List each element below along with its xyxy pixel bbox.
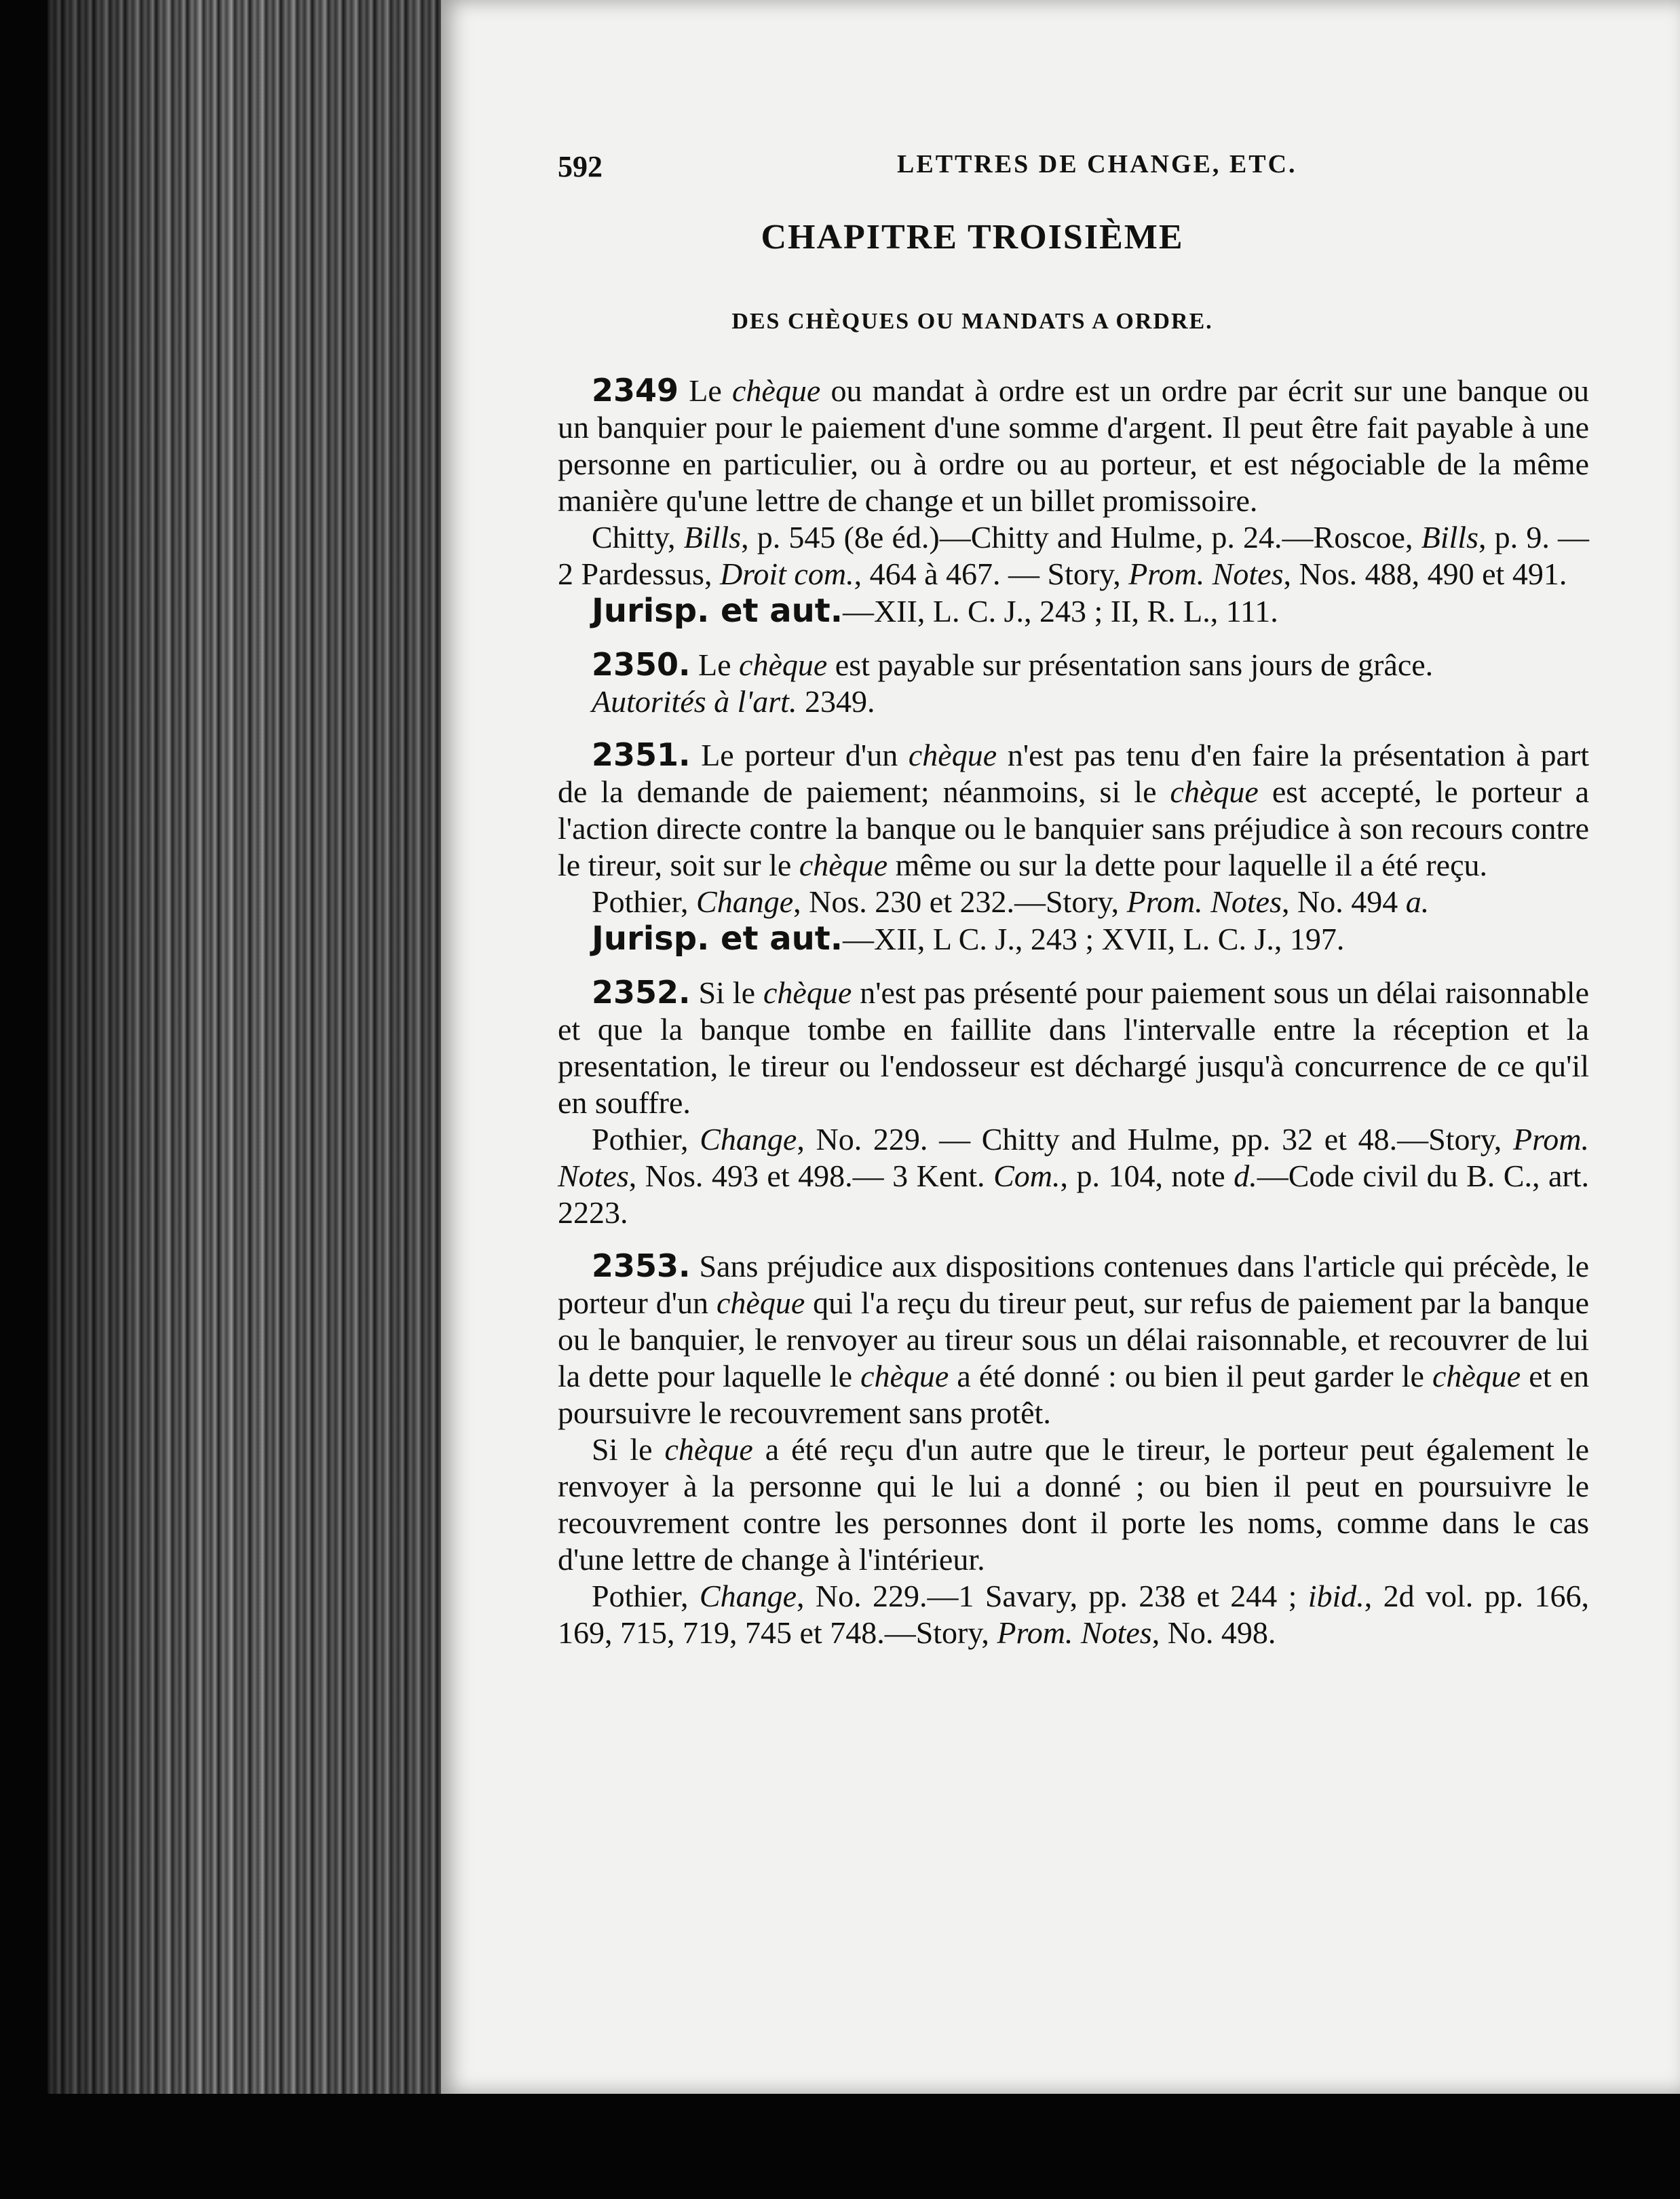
- jurisprudence: Jurisp. et aut.—XII, L C. J., 243 ; XVII, L. C. J., 197.: [592, 920, 1345, 958]
- book-page: [441, 0, 1680, 2094]
- chapter-title: CHAPITRE TROISIÈME: [761, 218, 1184, 257]
- section-title: DES CHÈQUES OU MANDATS A ORDRE.: [731, 309, 1213, 334]
- article-number: 2351.: [592, 736, 691, 773]
- book-page-edges: [47, 0, 459, 2094]
- citation: Chitty, Bills, p. 545 (8e éd.)—Chitty and Hulme, p. 24.—Roscoe, Bills, p. 9. — 2 Pardessus, Droit com., 464 à 467. — Story, Prom. Notes, Nos. 488, 490 et 491.: [558, 520, 1589, 591]
- article-text: 2352. Si le chèque n'est pas présenté pour paiement sous un délai raisonnable et que la banque tombe en faillite dans l'intervalle entre la réception et la presentation, le tireur ou l'endosseur est déchargé jusqu'à concurrence de ce qu'il en souffre.: [558, 974, 1590, 1120]
- article-text: 2349 Le chèque ou mandat à ordre est un ordre par écrit sur une banque ou un banquier pour le paiement d'une somme d'argent. Il peut être fait payable à une personne en particulier, ou à ordre ou au porteur, et est négociable de la même manière qu'une lettre de change et un billet promissoire.: [558, 372, 1590, 518]
- citation: Autorités à l'art. 2349.: [592, 684, 875, 719]
- running-title: LETTRES DE CHANGE, ETC.: [897, 150, 1297, 178]
- article-2349: [558, 372, 1589, 630]
- scan-border: [0, 2094, 1680, 2199]
- article-2350: [558, 646, 1589, 720]
- article-text: 2353. Sans préjudice aux dispositions contenues dans l'article qui précède, le porteur d'un chèque qui l'a reçu du tireur peut, sur refus de paiement par la banque ou le banquier, le renvoyer au tireur sous un délai raisonnable, et recouvrer de lui la dette pour laquelle le chèque a été donné : ou bien il peut garder le chèque et en poursuivre le recouvrement sans protêt.: [558, 1247, 1589, 1430]
- article-2353: [558, 1247, 1589, 1651]
- page-number: 592: [558, 150, 603, 183]
- citation: Pothier, Change, Nos. 230 et 232.—Story, Prom. Notes, No. 494 a.: [592, 884, 1430, 919]
- page-body: [558, 372, 1589, 1668]
- article-2352: [558, 974, 1589, 1231]
- article-2351: [558, 736, 1589, 958]
- article-text: 2351. Le porteur d'un chèque n'est pas tenu d'en faire la présentation à part de la demande de paiement; néanmoins, si le chèque est accepté, le porteur a l'action directe contre la banque ou le banquier sans préjudice à son recours contre le tireur, soit sur le chèque même ou sur la dette pour laquelle il a été reçu.: [558, 736, 1590, 882]
- article-number: 2350.: [592, 646, 691, 683]
- running-head: [558, 149, 1548, 190]
- article-number: 2349: [592, 372, 679, 409]
- article-number: 2352.: [592, 974, 691, 1011]
- article-number: 2353.: [592, 1247, 691, 1284]
- article-text: 2350. Le chèque est payable sur présentation sans jours de grâce.: [592, 646, 1434, 683]
- citation: Pothier, Change, No. 229.—1 Savary, pp. 238 et 244 ; ibid., 2d vol. pp. 166, 169, 715, 719, 745 et 748.—Story, Prom. Notes, No. 498.: [558, 1579, 1590, 1650]
- jurisprudence: Jurisp. et aut.—XII, L. C. J., 243 ; II, R. L., 111.: [592, 592, 1278, 630]
- citation: Pothier, Change, No. 229. — Chitty and Hulme, pp. 32 et 48.—Story, Prom. Notes, Nos. 493 et 498.— 3 Kent. Com., p. 104, note d.—Code civil du B. C., art. 2223.: [558, 1122, 1589, 1230]
- article-text-2: Si le chèque a été reçu d'un autre que le tireur, le porteur peut également le renvoyer à la personne qui le lui a donné ; ou bien il peut en poursuivre le recouvrement contre les personnes dont il porte les noms, comme dans le cas d'une lettre de change à l'intérieur.: [558, 1432, 1590, 1577]
